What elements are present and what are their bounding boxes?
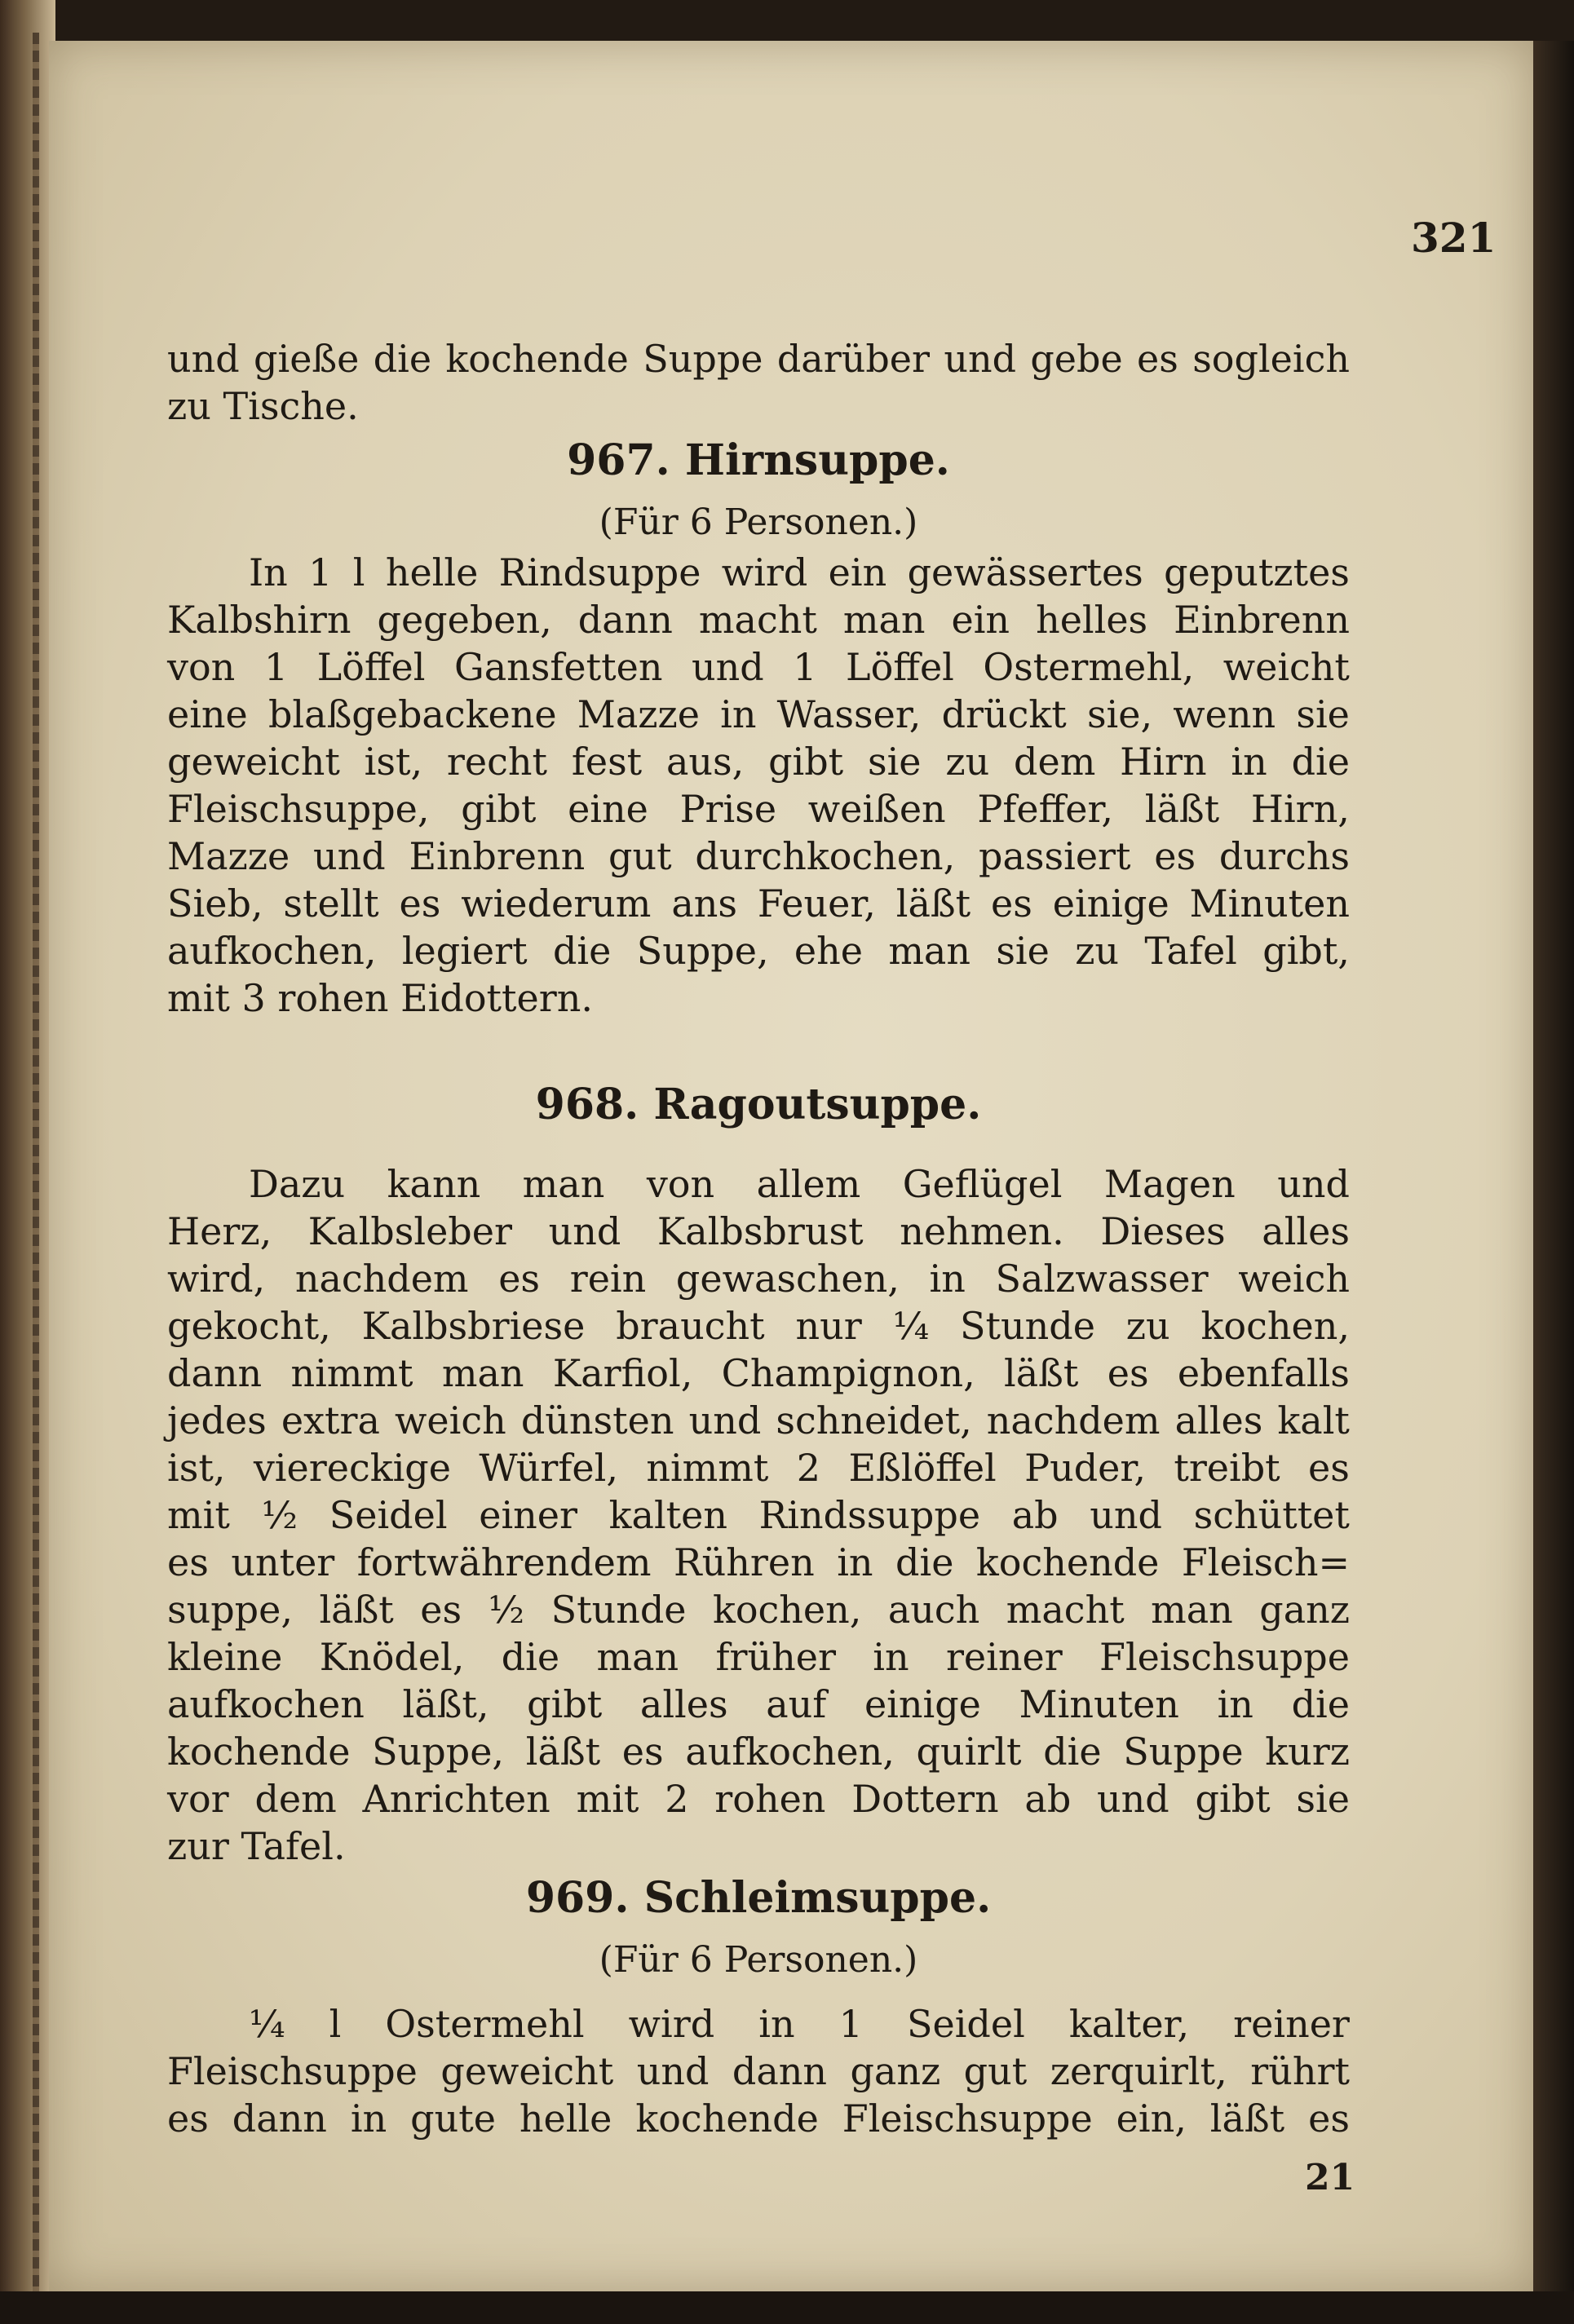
text-line: Kalbshirn gegeben, dann macht man ein helles Einbrenn bbox=[167, 598, 1350, 642]
text-line: Mazze und Einbrenn gut durchkochen, passiert es durchs bbox=[167, 834, 1350, 878]
text-line: vor dem Anrichten mit 2 rohen Dottern ab und gibt sie bbox=[167, 1777, 1350, 1821]
text-line: geweicht ist, recht fest aus, gibt sie zu dem Hirn in die bbox=[167, 740, 1350, 784]
page-number: 321 bbox=[1411, 214, 1497, 262]
text-line: von 1 Löffel Gansfetten und 1 Löffel Ostermehl, weicht bbox=[167, 645, 1350, 689]
text-line: zu Tische. bbox=[167, 384, 359, 428]
text-line: Fleischsuppe geweicht und dann ganz gut zerquirlt, rührt bbox=[167, 2049, 1350, 2093]
text-line: ¼ l Ostermehl wird in 1 Seidel kalter, reiner bbox=[249, 2002, 1350, 2046]
text-line: mit ½ Seidel einer kalten Rindssuppe ab und schüttet bbox=[167, 1493, 1350, 1537]
book-spine bbox=[0, 0, 55, 2324]
text-line: eine blaßgebackene Mazze in Wasser, drückt sie, wenn sie bbox=[167, 692, 1350, 736]
text-line: jedes extra weich dünsten und schneidet, nachdem alles kalt bbox=[167, 1398, 1350, 1443]
recipe-title: 968. Ragoutsuppe. bbox=[535, 1080, 982, 1129]
text-line: mit 3 rohen Eidottern. bbox=[167, 976, 593, 1020]
text-line: aufkochen läßt, gibt alles auf einige Minuten in die bbox=[167, 1682, 1350, 1726]
text-line: aufkochen, legiert die Suppe, ehe man sie zu Tafel gibt, bbox=[167, 929, 1350, 973]
text-line: wird, nachdem es rein gewaschen, in Salzwasser weich bbox=[167, 1257, 1350, 1301]
text-line: zur Tafel. bbox=[167, 1824, 346, 1868]
text-line: In 1 l helle Rindsuppe wird ein gewässertes geputztes bbox=[249, 550, 1350, 594]
scan-bottom-border bbox=[0, 2291, 1574, 2324]
text-line: suppe, läßt es ½ Stunde kochen, auch macht man ganz bbox=[167, 1588, 1350, 1632]
text-line: dann nimmt man Karfiol, Champignon, läßt es ebenfalls bbox=[167, 1351, 1350, 1395]
text-line: Herz, Kalbsleber und Kalbsbrust nehmen. Dieses alles bbox=[167, 1209, 1350, 1253]
recipe-title: 967. Hirnsuppe. bbox=[567, 435, 950, 485]
text-line: Sieb, stellt es wiederum ans Feuer, läßt es einige Minuten bbox=[167, 881, 1350, 926]
text-line: Dazu kann man von allem Geflügel Magen und bbox=[249, 1162, 1350, 1206]
text-line: ist, viereckige Würfel, nimmt 2 Eßlöffel Puder, treibt es bbox=[167, 1446, 1350, 1490]
text-line: gekocht, Kalbsbriese braucht nur ¼ Stunde zu kochen, bbox=[167, 1304, 1350, 1348]
text-line: es dann in gute helle kochende Fleischsuppe ein, läßt es bbox=[167, 2096, 1350, 2141]
text-line: und gieße die kochende Suppe darüber und gebe es sogleich bbox=[167, 337, 1350, 381]
text-line: kleine Knödel, die man früher in reiner Fleischsuppe bbox=[167, 1635, 1350, 1679]
text-line: Fleischsuppe, gibt eine Prise weißen Pfeffer, läßt Hirn, bbox=[167, 787, 1350, 831]
recipe-title: 969. Schleimsuppe. bbox=[525, 1873, 992, 1923]
recipe-portion: (Für 6 Personen.) bbox=[599, 1939, 918, 1981]
text-line: kochende Suppe, läßt es aufkochen, quirlt die Suppe kurz bbox=[167, 1730, 1350, 1774]
page-right-edge bbox=[1533, 41, 1574, 2291]
text-line: es unter fortwährendem Rühren in die kochende Fleisch= bbox=[167, 1540, 1350, 1584]
scan-top-border bbox=[0, 0, 1574, 45]
spine-stitching bbox=[33, 33, 39, 2291]
signature-mark: 21 bbox=[1305, 2157, 1355, 2198]
recipe-portion: (Für 6 Personen.) bbox=[599, 501, 918, 543]
